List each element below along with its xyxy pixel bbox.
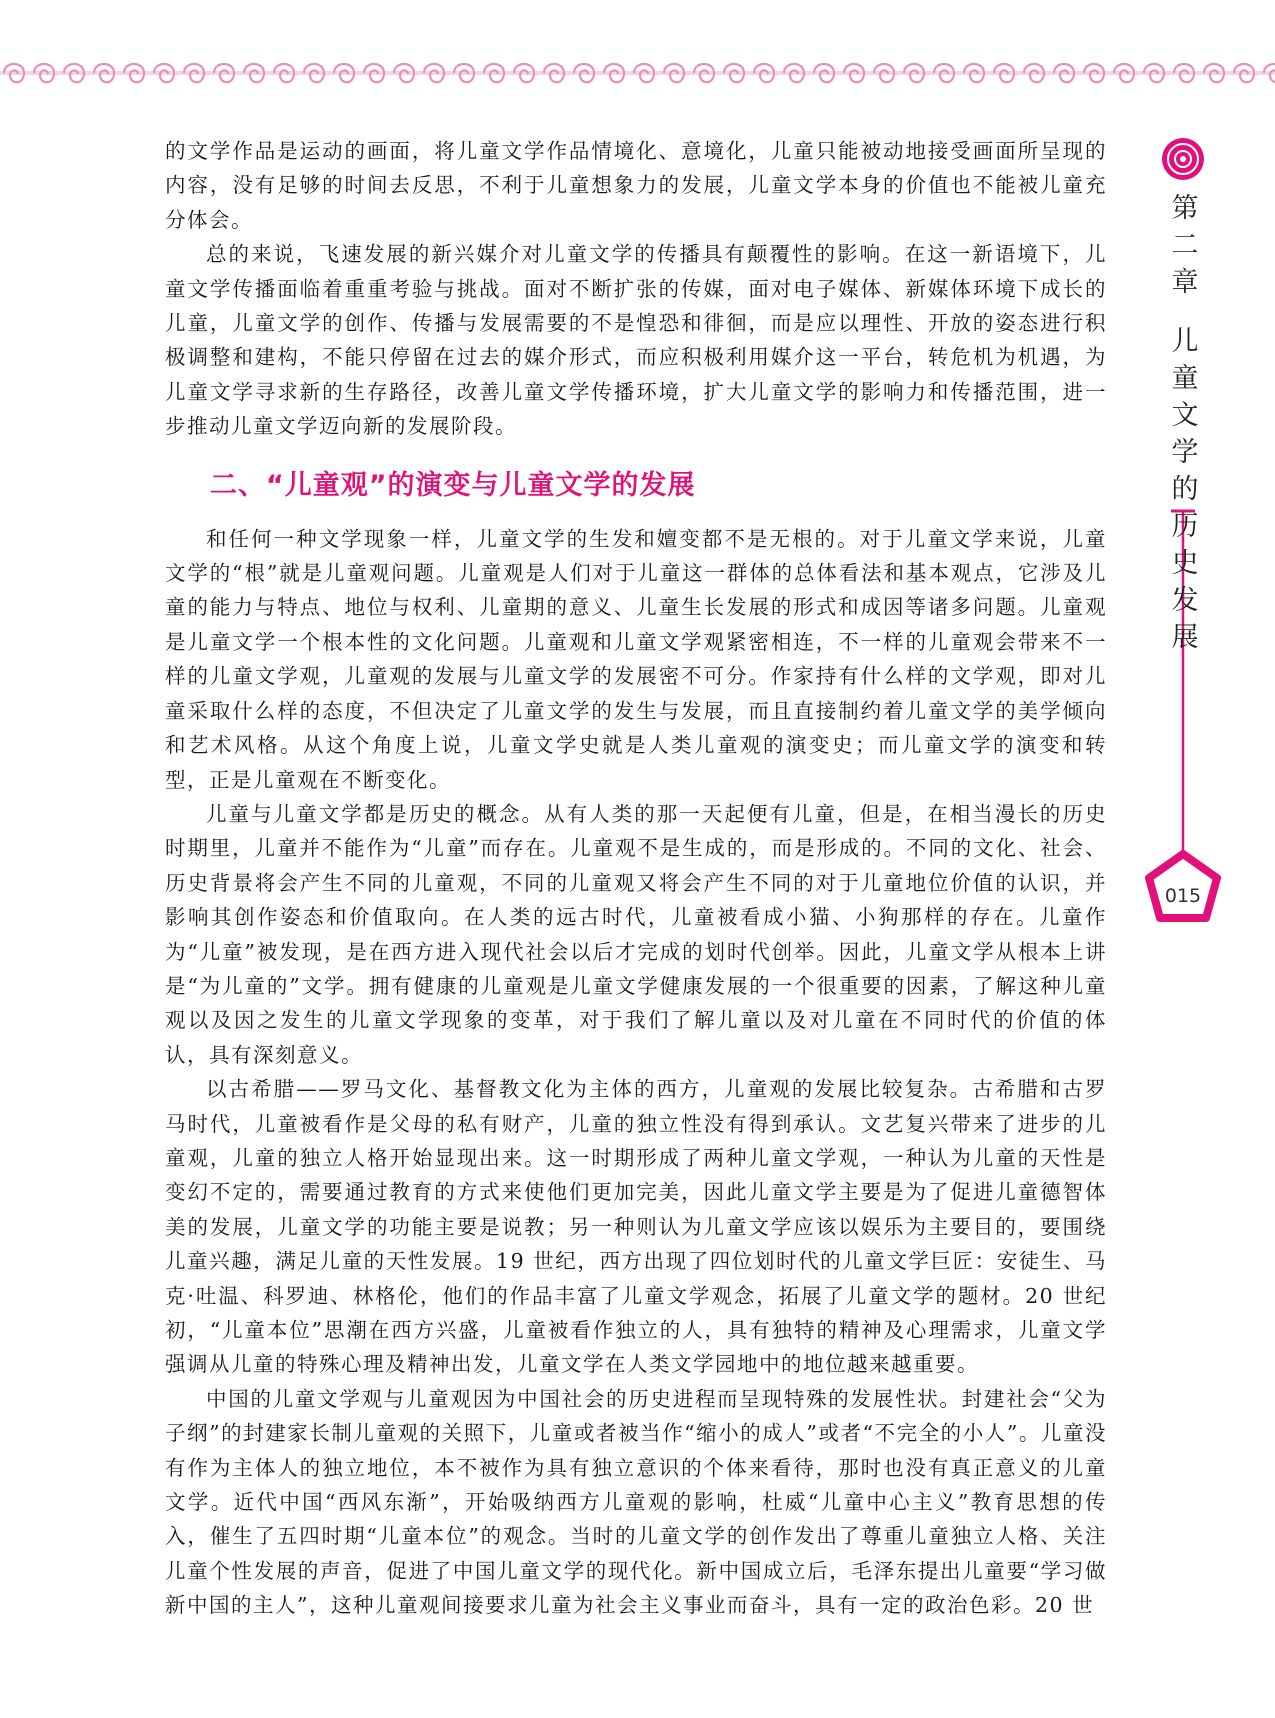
chapter-label-char: 二 [1171,230,1199,261]
chapter-title-char: 发 [1171,585,1199,616]
paragraph: 总的来说，飞速发展的新兴媒介对儿童文学的传播具有颠覆性的影响。在这一新语境下，儿童文学传播面临着重重考验与挑战。面对不断扩张的传媒，面对电子媒体、新媒体环境下成长的儿童，儿童文学的创作、传播与发展需要的不是惶恐和徘徊，而是应以理性、开放的姿态进行积极调整和建构，不能只停留在过去的媒介形式，而应积极利用媒介这一平台，转危机为机遇，为儿童文学寻求新的生存路径，改善儿童文学传播环境，扩大儿童文学的影响力和传播范围，进一步推动儿童文学迈向新的发展阶段。 [165,242,1107,439]
paragraph: 以古希腊——罗马文化、基督教文化为主体的西方，儿童观的发展比较复杂。古希腊和古罗马时代，儿童被看作是父母的私有财产，儿童的独立性没有得到承认。文艺复兴带来了进步的儿童观，儿童的独立人格开始显现出来。这一时期形成了两种儿童文学观，一种认为儿童的天性是变幻不定的，需要通过教育的方式来使他们更加完美，因此儿童文学主要是为了促进儿童德智体美的发展，儿童文学的功能主要是说教；另一种则认为儿童文学应该以娱乐为主要目的，要围绕儿童兴趣，满足儿童的天性发展。19 世纪，西方出现了四位划时代的儿童文学巨匠：安徒生、马克·吐温、科罗迪、林格伦，他们的作品丰富了儿童文学观念，拓展了儿童文学的题材。20 世纪初，“儿童本位”思潮在西方兴盛，儿童被看作独立的人，具有独特的精神及心理需求，儿童文学强调从儿童的特殊心理及精神出发，儿童文学在人类文学园地中的地位越来越重要。 [165,1077,1107,1377]
chapter-title-char: 的 [1171,474,1199,505]
paragraph: 和任何一种文学现象一样，儿童文学的生发和嬗变都不是无根的。对于儿童文学来说，儿童文学的“根”就是儿童观问题。儿童观是人们对于儿童这一群体的总体看法和基本观点，它涉及儿童的能力与特点、地位与权利、儿童期的意义、儿童生长发展的形式和成因等诸多问题。儿童观是儿童文学一个根本性的文化问题。儿童观和儿童文学观紧密相连，不一样的儿童观会带来不一样的儿童文学观，儿童观的发展与儿童文学的发展密不可分。作家持有什么样的文学观，即对儿童采取什么样的态度，不但决定了儿童文学的发生与发展，而且直接制约着儿童文学的美学倾向和艺术风格。从这个角度上说，儿童文学史就是人类儿童观的演变史；而儿童文学的演变和转型，正是儿童观在不断变化。 [165,526,1107,792]
rosette-icon [1162,138,1204,180]
section-heading: 二、“儿童观”的演变与儿童文学的发展 [210,469,696,501]
chapter-title-char: 童 [1171,363,1199,394]
paragraph: 儿童与儿童文学都是历史的概念。从有人类的那一天起便有儿童，但是，在相当漫长的历史时期里，儿童并不能作为“儿童”而存在。儿童观不是生成的，而是形成的。不同的文化、社会、历史背景将会产生不同的儿童观，不同的儿童观又将会产生不同的对于儿童地位价值的认识，并影响其创作姿态和价值取向。在人类的远古时代，儿童被看成小猫、小狗那样的存在。儿童作为“儿童”被发现，是在西方进入现代社会以后才完成的划时代创举。因此，儿童文学从根本上讲是“为儿童的”文学。拥有健康的儿童观是儿童文学健康发展的一个很重要的因素，了解这种儿童观以及因之发生的儿童文学现象的变革，对于我们了解儿童以及对儿童在不同时代的价值的体认，具有深刻意义。 [165,801,1107,1067]
paragraph: 中国的儿童文学观与儿童观因为中国社会的历史进程而呈现特殊的发展性状。封建社会“父为子纲”的封建家长制儿童观的关照下，儿童或者被当作“缩小的成人”或者“不完全的小人”。儿童没有作为主体人的独立地位，本不被作为具有独立意识的个体来看待，那时也没有真正意义的儿童文学。近代中国“西风东渐”，开始吸纳西方儿童观的影响，杜威“儿童中心主义”教育思想的传入，催生了五四时期“儿童本位”的观念。当时的儿童文学的创作发出了尊重儿童独立人格、关注儿童个性发展的声音，促进了中国儿童文学的现代化。新中国成立后，毛泽东提出儿童要“学习做新中国的主人”，这种儿童观间接要求儿童为社会主义事业而奋斗，具有一定的政治色彩。20 世 [165,1386,1107,1618]
chapter-title-char: 史 [1171,548,1199,579]
chapter-label-char: 章 [1171,267,1199,298]
body-text [165,134,1107,1623]
paragraph-continued: 的文学作品是运动的画面，将儿童文学作品情境化、意境化，儿童只能被动地接受画面所呈现的内容，没有足够的时间去反思，不利于儿童想象力的发展，儿童文学本身的价值也不能被儿童充分体会。 [165,139,1107,232]
chapter-title-char: 儿 [1171,326,1199,357]
page-number: 015 [1164,885,1202,907]
chapter-title-char: 历 [1171,511,1199,542]
chapter-label-char: 第 [1171,193,1199,224]
chapter-title-char: 学 [1171,437,1199,468]
chapter-title-char: 文 [1171,400,1199,431]
decorative-scroll-border [0,55,1275,91]
chapter-title-char: 展 [1171,622,1199,653]
chapter-side-title [1160,190,1210,656]
